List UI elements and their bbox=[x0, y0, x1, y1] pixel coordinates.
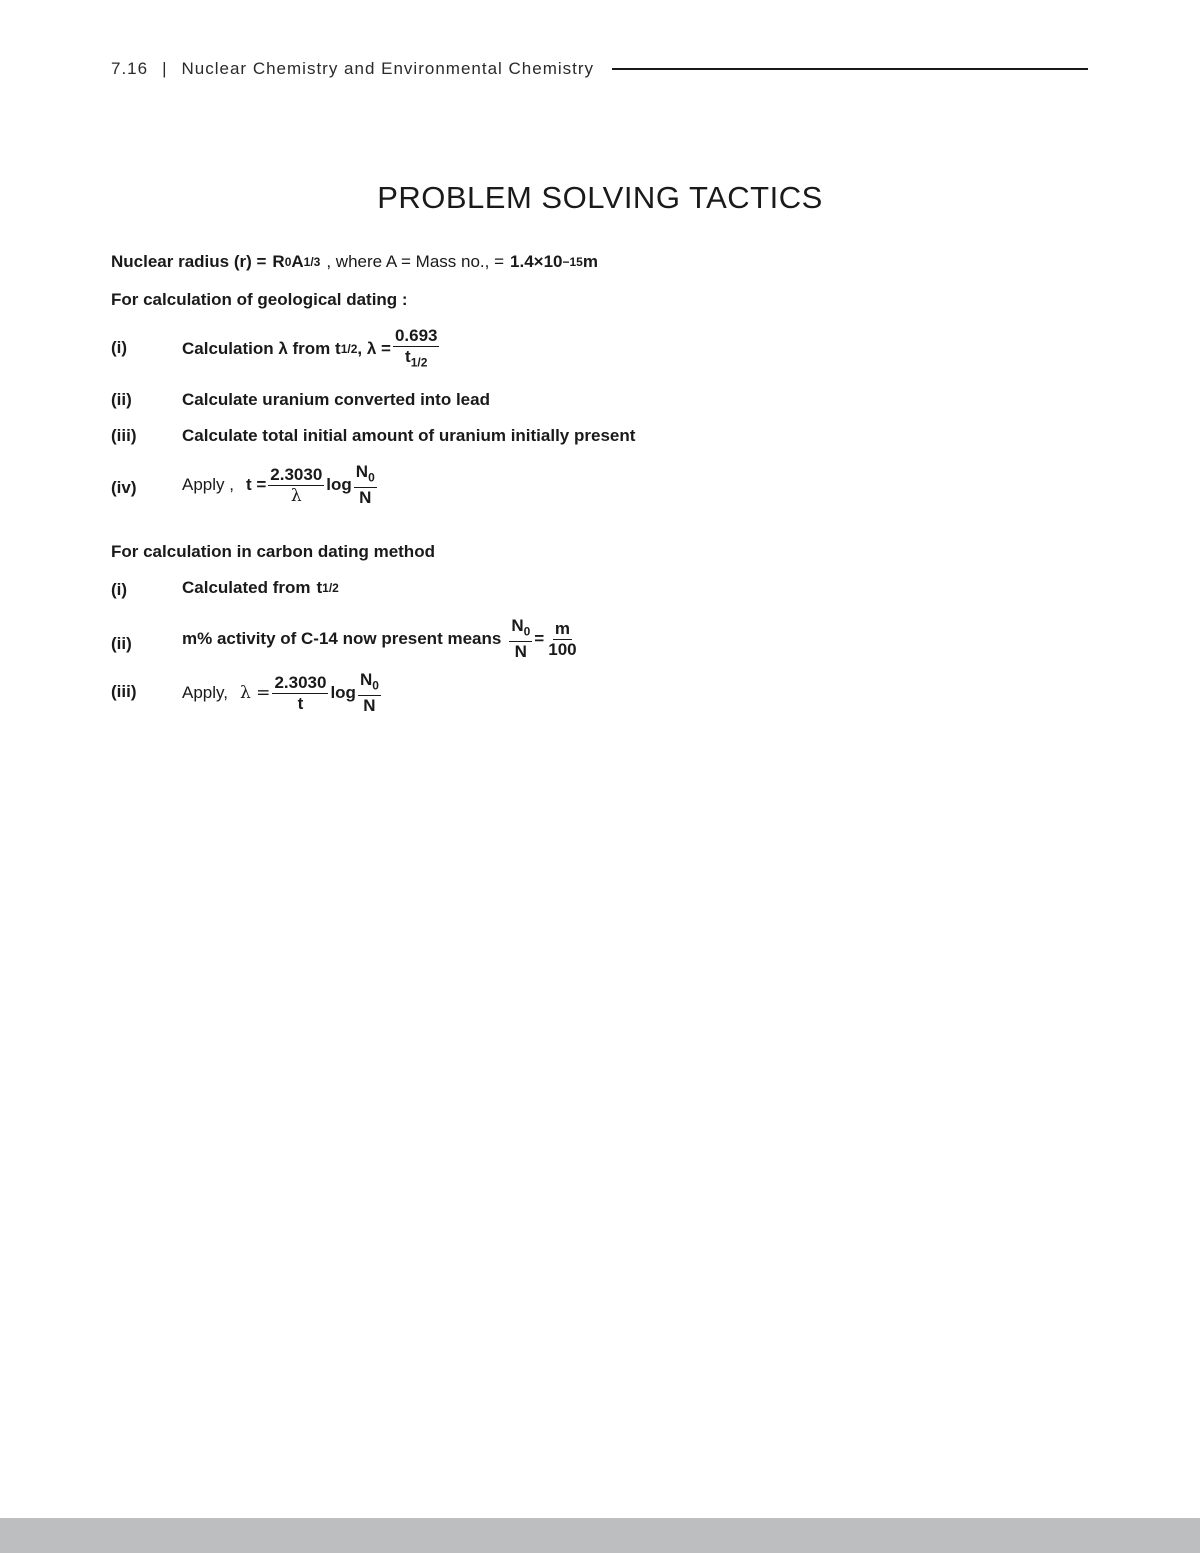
log-fraction bbox=[354, 462, 377, 508]
chapter-title: Nuclear Chemistry and Environmental Chemistry bbox=[181, 59, 595, 78]
carbon-log-denominator: N bbox=[363, 696, 376, 716]
activity-left-numerator-sub: 0 bbox=[523, 624, 531, 639]
geo-item-1-number: (i) bbox=[111, 338, 128, 357]
carbon-log-text: log bbox=[330, 683, 356, 703]
radius-exponent: −15 bbox=[562, 255, 583, 269]
activity-right-numerator: m bbox=[554, 618, 570, 638]
carbon-item-2-text bbox=[182, 616, 581, 662]
carbon-item-3-lhs: λ = bbox=[240, 683, 271, 704]
geo-item-2-text: Calculate uranium converted into lead bbox=[182, 390, 490, 409]
geo-item-1-text bbox=[182, 326, 441, 372]
radius-unit: m bbox=[582, 252, 598, 271]
page-header bbox=[111, 57, 1088, 81]
carbon-item-1-label: Calculated from bbox=[182, 578, 311, 597]
activity-equals: = bbox=[534, 629, 545, 649]
carbon-heading: For calculation in carbon dating method bbox=[111, 542, 435, 561]
carbon-item-3-label: Apply, bbox=[182, 683, 228, 703]
page-number: 7.16 bbox=[111, 59, 149, 78]
fraction-numerator: 0.693 bbox=[394, 326, 438, 345]
geo-item-4-lhs: t = bbox=[245, 475, 267, 495]
fraction-denominator-sub: 1/2 bbox=[410, 355, 428, 370]
header-separator: | bbox=[162, 59, 168, 78]
decay-fraction-numerator: 2.3030 bbox=[270, 464, 323, 484]
a-superscript: 1/3 bbox=[303, 255, 321, 269]
carbon-log-fraction bbox=[358, 670, 381, 716]
log-text: log bbox=[326, 475, 352, 495]
carbon-item-1-text bbox=[182, 578, 339, 598]
geo-item-1-tail: , λ = bbox=[357, 339, 391, 359]
where-text: , where A = Mass no., = bbox=[326, 252, 505, 271]
r-subscript: 0 bbox=[284, 255, 292, 269]
carbon-decay-numerator: 2.3030 bbox=[274, 672, 327, 692]
geo-item-4-label: Apply , bbox=[182, 475, 234, 495]
geological-heading: For calculation of geological dating : bbox=[111, 290, 408, 309]
carbon-decay-fraction bbox=[272, 673, 328, 714]
log-fraction-numerator-sub: 0 bbox=[368, 470, 375, 485]
geo-item-1-sub: 1/2 bbox=[340, 342, 358, 357]
geo-item-3-text: Calculate total initial amount of uranium initially present bbox=[182, 426, 636, 445]
carbon-item-1-t: t bbox=[316, 578, 323, 597]
r-symbol: R bbox=[272, 252, 285, 271]
geo-item-2-number: (ii) bbox=[111, 390, 132, 409]
section-title: PROBLEM SOLVING TACTICS bbox=[377, 180, 823, 215]
geo-item-1-label: Calculation λ from t bbox=[182, 339, 341, 359]
carbon-decay-denominator: t bbox=[297, 693, 304, 713]
nuclear-radius-line bbox=[111, 252, 598, 272]
page-footer-bar bbox=[0, 1518, 1200, 1553]
decay-fraction-denominator: λ bbox=[290, 485, 302, 506]
a-symbol: A bbox=[291, 252, 304, 271]
activity-left-numerator: N bbox=[511, 616, 524, 635]
activity-right-denominator: 100 bbox=[548, 639, 577, 659]
geo-item-3-number: (iii) bbox=[111, 426, 137, 445]
log-fraction-numerator: N bbox=[355, 462, 369, 481]
nuclear-radius-label: Nuclear radius (r) = bbox=[111, 252, 267, 271]
activity-left-denominator: N bbox=[514, 642, 527, 662]
geo-item-4-number: (iv) bbox=[111, 478, 137, 497]
carbon-item-1-sub: 1/2 bbox=[322, 581, 339, 595]
log-fraction-denominator: N bbox=[359, 488, 372, 508]
geo-item-4-text bbox=[182, 462, 379, 508]
activity-fraction-right bbox=[546, 619, 578, 660]
carbon-item-1-number: (i) bbox=[111, 580, 128, 599]
carbon-item-2-label: m% activity of C-14 now present means bbox=[182, 629, 502, 649]
carbon-item-3-number: (iii) bbox=[111, 682, 137, 701]
header-rule bbox=[612, 68, 1088, 70]
half-life-fraction bbox=[393, 326, 440, 372]
radius-constant: 1.4×10 bbox=[510, 252, 563, 271]
activity-fraction-left bbox=[509, 616, 532, 662]
carbon-item-2-number: (ii) bbox=[111, 634, 132, 653]
fraction-denominator: t bbox=[405, 347, 411, 366]
carbon-log-numerator: N bbox=[359, 670, 373, 689]
carbon-log-numerator-sub: 0 bbox=[372, 678, 379, 693]
decay-fraction bbox=[268, 465, 324, 506]
carbon-item-3-text bbox=[182, 670, 383, 716]
